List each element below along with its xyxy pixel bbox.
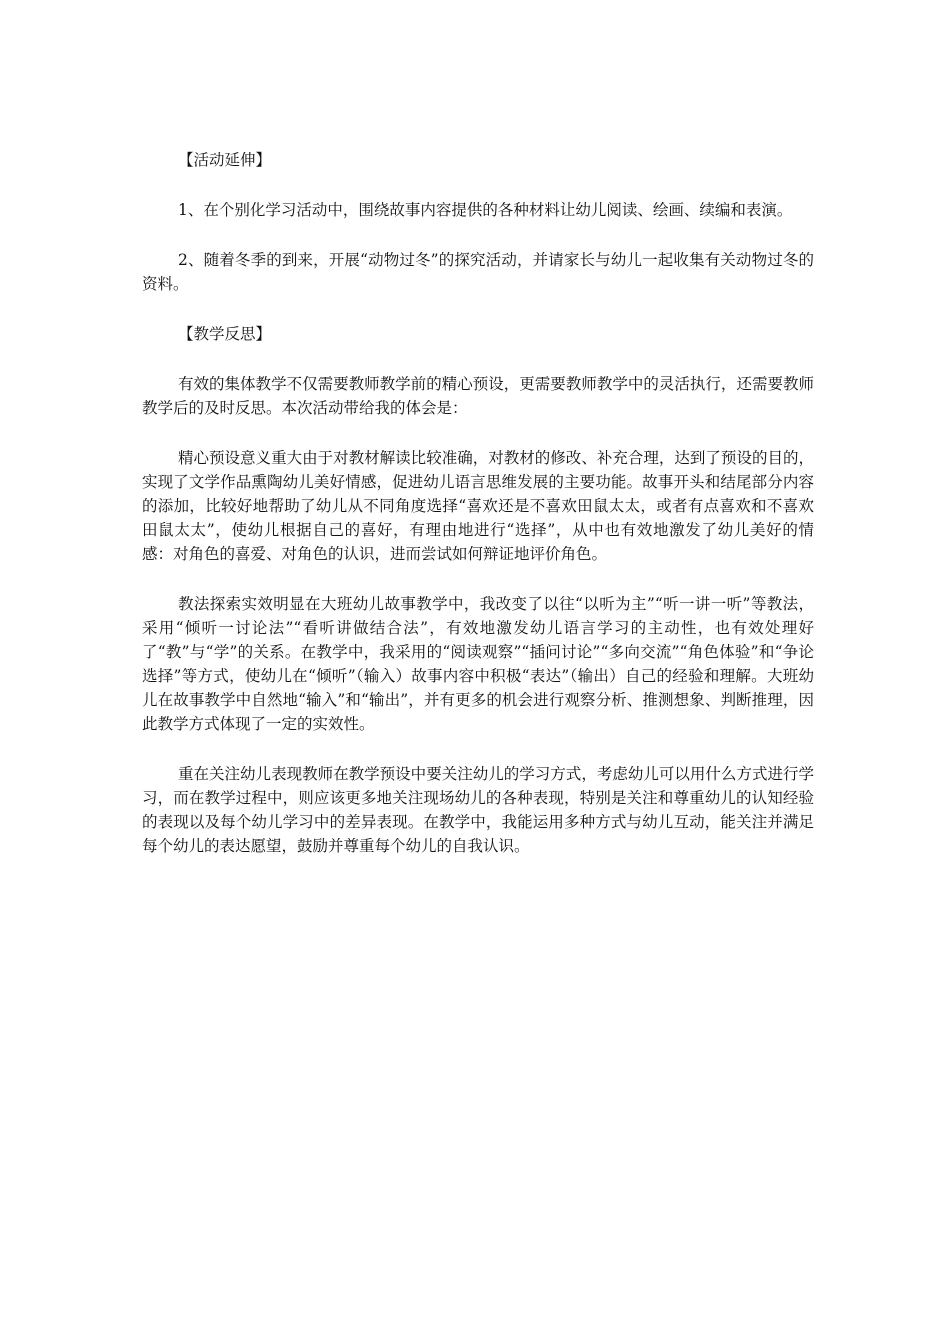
paragraph-reflection-methods: 教法探索实效明显在大班幼儿故事教学中，我改变了以往“以听为主”“听一讲一听”等教法，采用“倾听一讨论法”“看听讲做结合法”，有效地激发幼儿语言学习的主动性，也有效处理好了“教”与“学”的关系。在教学中，我采用的“阅读观察”“插问讨论”“多向交流”“角色体验”和“争论选择”等方式，使幼儿在“倾听”（输入）故事内容中积极“表达”（输出）自己的经验和理解。大班幼儿在故事教学中自然地“输入”和“输出”，并有更多的机会进行观察分析、推测想象、判断推理，因此教学方式体现了一定的实效性。 [142, 595, 815, 733]
paragraph-reflection-presetting: 精心预设意义重大由于对教材解读比较准确，对教材的修改、补充合理，达到了预设的目的，实现了文学作品熏陶幼儿美好情感，促进幼儿语言思维发展的主要功能。故事开头和结尾部分内容的添加，比较好地帮助了幼儿从不同角度选择“喜欢还是不喜欢田鼠太太，或者有点喜欢和不喜欢田鼠太太”，使幼儿根据自己的喜好，有理由地进行“选择”，从中也有效地激发了幼儿美好的情感：对角色的喜爱、对角色的认识，进而尝试如何辩证地评价角色。 [142, 449, 814, 563]
section-teaching-reflection [142, 322, 814, 858]
paragraph-reflection-performance: 重在关注幼儿表现教师在教学预设中要关注幼儿的学习方式，考虑幼儿可以用什么方式进行学习，而在教学过程中，则应该更多地关注现场幼儿的各种表现，特别是关注和尊重幼儿的认知经验的表现以及每个幼儿学习中的差异表现。在教学中，我能运用多种方式与幼儿互动，能关注并满足每个幼儿的表达愿望，鼓励并尊重每个幼儿的自我认识。 [142, 765, 814, 855]
paragraph-extension-2: 2、随着冬季的到来，开展“动物过冬”的探究活动，并请家长与幼儿一起收集有关动物过冬的资料。 [142, 251, 814, 293]
section-heading-activity-extension: 【活动延伸】 [178, 151, 272, 169]
section-activity-extension [142, 148, 814, 296]
paragraph-reflection-intro: 有效的集体教学不仅需要教师教学前的精心预设，更需要教师教学中的灵活执行，还需要教师教学后的及时反思。本次活动带给我的体会是： [142, 375, 814, 417]
document-page [142, 148, 814, 884]
section-heading-teaching-reflection: 【教学反思】 [178, 325, 272, 343]
paragraph-extension-1: 1、在个别化学习活动中，围绕故事内容提供的各种材料让幼儿阅读、绘画、续编和表演。 [178, 201, 793, 219]
